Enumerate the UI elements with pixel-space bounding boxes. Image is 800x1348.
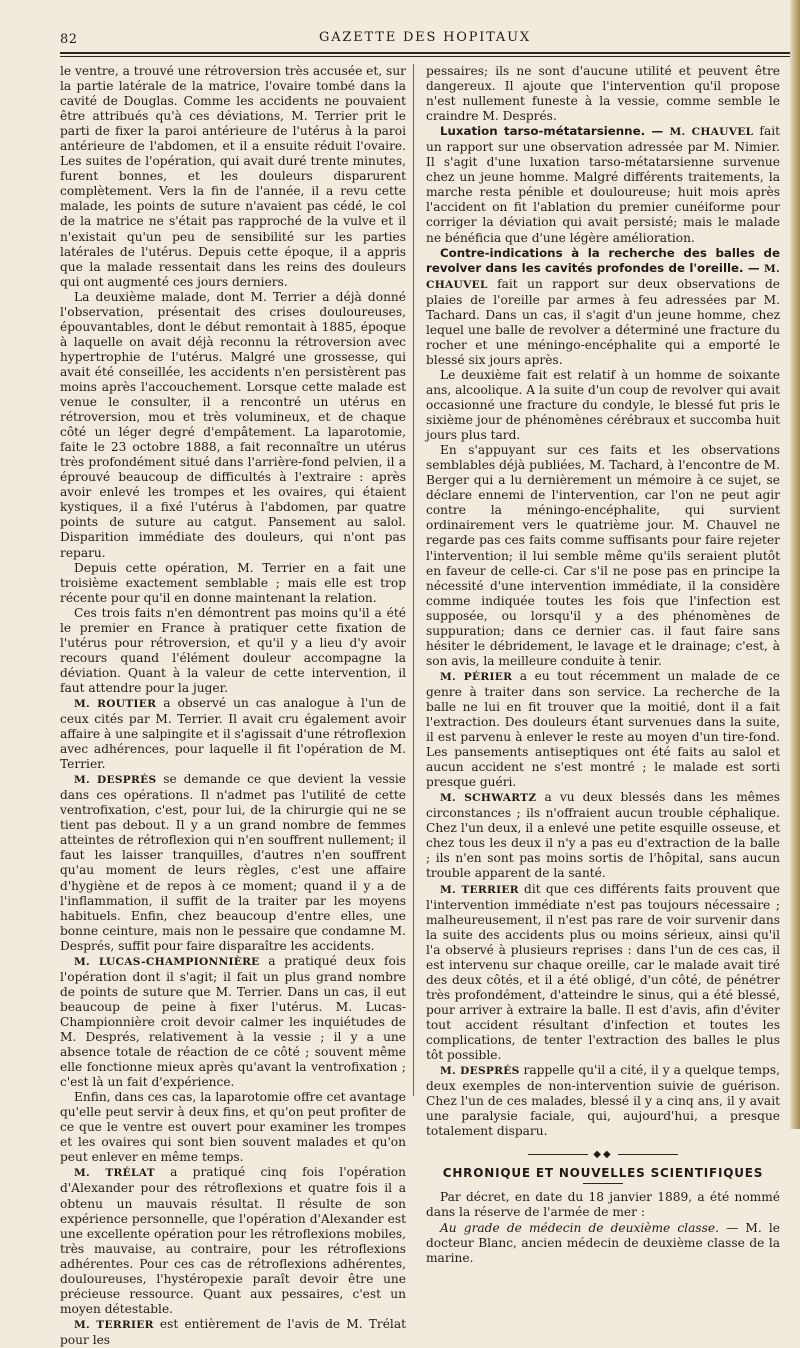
page-number: 82 <box>60 32 78 47</box>
page-edge <box>790 0 800 1129</box>
section-heading: Contre-indications à la recherche des balles de revolver dans les cavités profondes de l'oreille. — <box>426 245 780 275</box>
header-rule-thin <box>60 56 790 57</box>
paragraph <box>426 669 780 790</box>
speaker-name: M. SCHWARTZ <box>440 792 537 805</box>
header-rule-thick <box>60 52 790 54</box>
speaker-name: M. CHAUVEL <box>426 262 780 291</box>
speaker-name: M. TERRIER <box>74 1318 154 1331</box>
paragraph <box>60 696 406 772</box>
section-ornament: ◆◆ <box>426 1147 780 1162</box>
paragraph: pessaires; ils ne sont d'aucune utilité et peuvent être dangereux. Il ajoute que l'intervention qu'il propose n'est nullement funeste à la vessie, comme semble le craindre M. Després. <box>426 64 780 124</box>
paragraph-text: rappelle qu'il a cité, il y a quelque temps, deux exemples de non-intervention suivie de guérison. Chez l'un de ces malades, blessé il y a cinq ans, il y avait une paralysie faciale, qui, aujourd'hui, a presque totalement disparu. <box>426 1063 780 1139</box>
speaker-name: M. ROUTIER <box>74 697 157 710</box>
right-column <box>426 64 780 1266</box>
title-rule <box>583 1183 623 1184</box>
paragraph-text: a pratiqué cinq fois l'opération d'Alexander pour des rétroflexions et quatre fois il a obtenu un mauvais résultat. Il résulte de son expérience personnelle, que l'opération d'Alexander est une excellente opération pour les rétroflexions mobiles, très mauvaise, au contraire, pour les rétroflexions adhérentes. Pour ces cas de rétroflexions adhérentes, douloureuses, l'hystéropexie paraît devoir être une précieuse ressource. Quant aux pessaires, c'est un moyen détestable. <box>60 1165 406 1316</box>
column-divider <box>413 64 414 1096</box>
paragraph-text: a pratiqué deux fois l'opération dont il s'agit; il fait un plus grand nombre de points de suture que M. Terrier. Dans un cas, il eut beaucoup de peine à fixer l'utérus. M. Lucas-Championnière croit devoir calmer les inquiétudes de M. Després, relativement à la vessie ; il y a une absence totale de réaction de ce côté ; souvent même elle fonctionne mieux après qu'avant la ventrofixation ; c'est là un fait d'expérience. <box>60 953 406 1090</box>
speaker-name: M. LUCAS-CHAMPIONNIÈRE <box>74 955 260 968</box>
paragraph <box>60 1317 406 1348</box>
speaker-name: M. CHAUVEL <box>669 126 754 139</box>
paragraph: Le deuxième fait est relatif à un homme de soixante ans, alcoolique. A la suite d'un coup de revolver qui avait occasionné une fracture du condyle, le blessé fut pris le sixième jour de phénomènes cérébraux et succomba huit jours plus tard. <box>426 367 780 443</box>
paragraph-text: fait un rapport sur deux observations de plaies de l'oreille par armes à feu adressées par M. Tachard. Dans un cas, il s'agit d'un jeune homme, chez lequel une balle de revolver a déterminé une fracture du rocher et une méningo-encéphalite qui a emporté le blessé six jours après. <box>426 276 780 367</box>
paragraph-text: — M. le docteur Blanc, ancien médecin de deuxième classe de la marine. <box>426 1220 781 1265</box>
paragraph-text: est entièrement de l'avis de M. Trélat pour les <box>60 1316 406 1347</box>
italic-text: Au grade de médecin de deuxième classe. <box>440 1220 719 1235</box>
speaker-name: M. TERRIER <box>440 883 519 896</box>
left-column <box>60 64 406 1348</box>
paragraph <box>60 772 406 954</box>
paragraph: Depuis cette opération, M. Terrier en a fait une troisième exactement semblable ; mais elle est trop récente pour qu'il en donne maintenant la relation. <box>60 560 406 605</box>
paragraph <box>60 1165 406 1316</box>
paragraph: Ces trois faits n'en démontrent pas moins qu'il a été le premier en France à pratiquer cette fixation de l'utérus pour rétroversion, et qu'il y a lieu d'y avoir recours quand l'élément douleur accompagne la déviation. Quant à la valeur de cette intervention, il faut attendre pour la juger. <box>60 605 406 695</box>
journal-title: GAZETTE DES HOPITAUX <box>319 30 531 45</box>
paragraph-text: a vu deux blessés dans les mêmes circonstances ; ils n'offraient aucun trouble céphalique. Chez l'un deux, il a enlevé une petite esquille osseuse, et chez tous les deux il n'y a pas eu d'extraction de la balle ; ils n'en sont pas moins sortis de l'hôpital, sans aucun trouble apparent de la santé. <box>426 790 780 881</box>
paragraph <box>426 882 780 1064</box>
section-title: CHRONIQUE ET NOUVELLES SCIENTIFIQUES <box>442 1166 764 1181</box>
speaker-name: M. DESPRÉS <box>440 1065 520 1078</box>
paragraph <box>426 1221 780 1266</box>
speaker-name: M. DESPRÉS <box>74 774 157 787</box>
paragraph: Par décret, en date du 18 janvier 1889, a été nommé dans la réserve de l'armée de mer : <box>426 1190 780 1220</box>
paragraph <box>426 1063 780 1139</box>
paragraph-text: a observé un cas analogue à l'un de ceux cités par M. Terrier. Il avait cru également avoir affaire à une salpingite et il s'agissait d'une rétroflexion avec adhérences, pour laquelle il fit l'opération de M. Terrier. <box>60 695 406 772</box>
speaker-name: M. TRÉLAT <box>74 1167 155 1180</box>
paragraph <box>60 954 406 1090</box>
paragraph: le ventre, a trouvé une rétroversion très accusée et, sur la partie latérale de la matrice, l'ovaire tombé dans la cavité de Douglas. Comme les accidents ne pouvaient être attribués qu'à ces déviations, M. Terrier prit le parti de fixer la paroi antérieure de l'utérus à la paroi antérieure de l'abdomen, et il a ensuite réduit l'ovaire. Les suites de l'opération, qui avait duré trente minutes, furent bonnes, et les douleurs disparurent complètement. Vers la fin de l'année, il a revu cette malade, les points de suture n'avaient pas cédé, le col de la matrice ne s'était pas rapproché de la vulve et il n'existait qu'un peu de sensibilité sur les parties latérales de l'utérus. Depuis cette époque, il a appris que la malade ressentait dans les reins des douleurs qui ont augmenté ces jours derniers. <box>60 64 406 289</box>
paragraph: Enfin, dans ces cas, la laparotomie offre cet avantage qu'elle peut servir à deux fins, et qu'on peut profiter de ce que le ventre est ouvert pour examiner les trompes et les ovaires qui sont bien souvent malades et qu'on peut enlever en même temps. <box>60 1090 406 1165</box>
paragraph: En s'appuyant sur ces faits et les observations semblables déjà publiées, M. Tachard, à l'encontre de M. Berger qui a lu dernièrement un mémoire à ce sujet, se déclare ennemi de l'intervention, car l'on ne peut agir contre la méningo-encéphalite, qui survient ordinairement vers le quatrième jour. M. Chauvel ne regarde pas ces faits comme suffisants pour faire rejeter l'intervention; il lui semble même qu'ils seraient plutôt en faveur de celle-ci. Car s'il ne pose pas en principe la nécessité d'une intervention immédiate, il la considère comme indiquée toutes les fois que l'infection est supposée, ou lorsqu'il y a des phénomènes de suppuration; dans ce dernier cas. il faut faire sans hésiter le débridement, le lavage et le drainage; c'est, à son avis, la meilleure conduite à tenir. <box>426 443 780 668</box>
speaker-name: M. PÉRIER <box>440 670 513 683</box>
paragraph-text: a eu tout récemment un malade de ce genre à traiter dans son service. La recherche de la balle ne lui en fit trouver que la moitié, dont il a fait l'extraction. Des douleurs étant survenues dans la suite, il est parvenu à enlever le reste au moyen d'un tire-fond. Les pansements antiseptiques ont été faits au salol et aucun accident ne s'est montré ; le malade est sorti presque guéri. <box>426 668 780 790</box>
paragraph <box>426 246 780 368</box>
paragraph-text: se demande ce que devient la vessie dans ces opérations. Il n'admet pas l'utilité de cette ventrofixation, c'est, pour lui, de la chirurgie qui ne se tient pas debout. Il y a un grand nombre de femmes atteintes de rétroflexion qui n'en souffrent nullement; il faut les laisser tranquilles, d'autres n'en souffrent qu'au moment de leurs règles, c'est une affaire d'hygiène et de repos à ce moment; quand il y a de l'inflammation, il suffit de la traiter par les moyens habituels. Enfin, chez beaucoup d'entre elles, une bonne ceinture, mais non le pessaire que condamne M. Després, suffit pour faire disparaître les accidents. <box>60 772 406 953</box>
paragraph-text: fait un rapport sur une observation adressée par M. Nimier. Il s'agit d'une luxation tarso-métatarsienne survenue chez un jeune homme. Malgré différents traitements, la marche resta pénible et douloureuse; huit mois après l'accident on fit l'ablation du premier cunéiforme pour corriger la déviation qui avait persisté; mais le malade ne bénéficia que d'une légère amélioration. <box>426 124 781 245</box>
section-heading: Luxation tarso-métatarsienne. — <box>440 124 670 139</box>
page-header <box>60 30 790 50</box>
paragraph-text: dit que ces différents faits prouvent que l'intervention immédiate n'est pas toujours nécessaire ; malheureusement, il n'est pas rare de voir survenir dans la suite des accidents plus ou moins sérieux, ainsi qu'il l'a observé à plusieurs reprises : dans l'un de ces cas, il est intervenu sur chaque oreille, car le malade avait tiré des deux côtés, et il a été obligé, d'un côté, de pénétrer très profondément, d'atteindre le sinus, qui a été blessé, pour arriver à extraire la balle. Il est d'avis, afin d'éviter tout accident résultant d'infection et toutes les complications, de tenter l'extraction des balles le plus tôt possible. <box>426 881 780 1063</box>
paragraph <box>426 124 780 245</box>
paragraph: La deuxième malade, dont M. Terrier a déjà donné l'observation, présentait des crises douloureuses, épouvantables, dont le début remontait à 1885, époque à laquelle on avait déjà reconnu la rétroversion avec hypertrophie de l'utérus. Malgré une grossesse, qui avait été conseillée, les accidents n'en persistèrent pas moins après l'accouchement. Lorsque cette malade est venue le consulter, il a rencontré un utérus en rétroversion, mou et très volumineux, et de chaque côté un léger degré d'empâtement. La laparotomie, faite le 23 octobre 1888, a fait reconnaître un utérus très profondément situé dans l'arrière-fond pelvien, il a éprouvé beaucoup de difficultés à l'extraire : après avoir enlevé les trompes et les ovaires, qui étaient kystiques, il a fixé l'utérus à l'abdomen, par quatre points de suture au catgut. Pansement au salol. Disparition immédiate des douleurs, qui n'ont pas reparu. <box>60 289 406 560</box>
paragraph <box>426 790 780 881</box>
